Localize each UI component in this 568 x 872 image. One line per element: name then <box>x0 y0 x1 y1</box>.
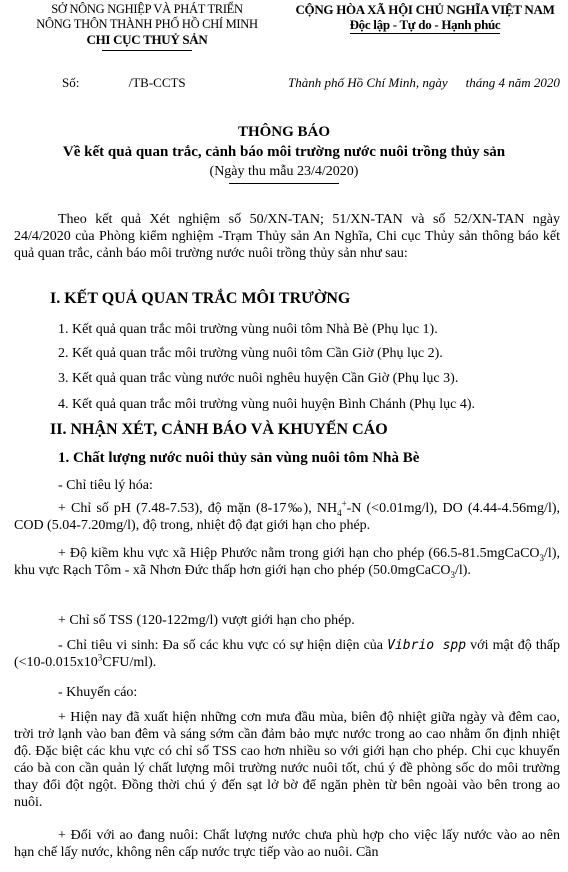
document-number-label: Số: <box>62 75 80 90</box>
chem-p2-subscript-2: 3 <box>450 569 455 580</box>
micro-text-b: với mật độ thấp (<10-0.015x10 <box>14 638 560 670</box>
chem-p1-text-b: -N (<0.01mg/l), DO (4.44-4.56mg/l), COD (5.04-7.20mg/l), độ trong, nhiệt độ đạt giới hạn cho phép. <box>14 501 560 533</box>
chem-p2-subscript-1: 3 <box>539 552 545 563</box>
section-1-item-3: 3. Kết quả quan trắc vùng nước nuôi nghêu huyện Cần Giờ (Phụ lục 3). <box>58 371 459 386</box>
issuing-agency-block <box>12 2 282 51</box>
chem-p2-text-c: /l). <box>454 563 471 578</box>
nation-title: CỘNG HÒA XÃ HỘI CHỦ NGHĨA VIỆT NAM <box>295 2 555 17</box>
advice-para-1: + Hiện nay đã xuất hiện những cơn mưa đầu mùa, biên độ nhiệt giữa ngày và đêm cao, trời trở lạnh vào ban đêm và sáng sớm cần đảm bảo mực nước trong ao cao nhằm ổn định nhiệt độ. Đặc biệt các khu vực có chỉ số TSS cao hơn nhiều so với giới hạn cho phép. Chi cục khuyến cáo bà con cần quản lý chất lượng môi trường nước nuôi tốt, chú ý đề phòng sốc do môi trường thay đổi đột ngột. Đồng thời chú ý đến sạt lở bờ để ngăn phèn từ bên ngoài vào bên trong ao nuôi. <box>14 710 560 810</box>
physicochemical-para-1 <box>14 500 560 534</box>
chem-p1-subscript: 4 <box>337 507 342 518</box>
micro-superscript: 3 <box>97 652 103 663</box>
micro-species: Vibrio spp <box>387 638 467 653</box>
section-1-item-4: 4. Kết quả quan trắc môi trường vùng nuôi huyện Bình Chánh (Phụ lục 4). <box>58 397 476 412</box>
sample-date-text: (Ngày thu mẫu 23/4/2020) <box>209 164 359 179</box>
section-2-heading: II. NHẬN XÉT, CẢNH BÁO VÀ KHUYẾN CÁO <box>50 421 388 438</box>
intro-paragraph: Theo kết quả Xét nghiệm số 50/XN-TAN; 51/XN-TAN và số 52/XN-TAN ngày 24/4/2020 của Phòng kiểm nghiệm -Trạm Thủy sản An Nghĩa, Chi cục Thủy sản thông báo kết quả quan trắc, cảnh báo môi trường nước nuôi trồng thủy sản như sau: <box>14 212 560 261</box>
advice-para-2: + Đối với ao đang nuôi: Chất lượng nước chưa phù hợp cho việc lấy nước vào ao nên hạn chế lấy nước, không nên cấp nước trực tiếp vào ao nuôi. Cần <box>14 828 560 860</box>
physicochemical-para-3: + Chỉ số TSS (120-122mg/l) vượt giới hạn cho phép. <box>58 613 355 628</box>
chem-p2-text-b: /l), khu vực Rạch Tôm - xã Nhơn Đức thấp hơn giới hạn cho phép (50.0mgCaCO <box>14 546 560 578</box>
physicochemical-label: - Chỉ tiêu lý hóa: <box>58 478 153 493</box>
micro-text-c: CFU/ml). <box>102 655 157 670</box>
micro-text-a: - Chỉ tiêu vi sinh: Đa số các khu vực có sự hiện diện của <box>58 638 388 653</box>
place-and-date <box>288 75 560 91</box>
chem-p1-superscript: + <box>341 498 347 509</box>
ministry-line-1: SỞ NÔNG NGHIỆP VÀ PHÁT TRIỂN <box>51 2 243 16</box>
microbiology-para <box>14 637 560 671</box>
advice-label: - Khuyến cáo: <box>58 685 138 700</box>
section-1-heading: I. KẾT QUẢ QUAN TRẮC MÔI TRƯỜNG <box>50 290 351 307</box>
agency-underline <box>102 50 192 51</box>
section-1-item-2: 2. Kết quả quan trắc môi trường vùng nuôi tôm Cần Giờ (Phụ lục 2). <box>58 346 443 361</box>
document-subtitle: Về kết quả quan trắc, cảnh báo môi trường nước nuôi trồng thủy sản <box>62 144 506 160</box>
physicochemical-para-2 <box>14 545 560 579</box>
chem-p2-text-a: + Độ kiềm khu vực xã Hiệp Phước nằm trong giới hạn cho phép (66.5-81.5mgCaCO <box>58 546 540 561</box>
national-header-block <box>284 2 566 34</box>
section-2-subheading-1: 1. Chất lượng nước nuôi thủy sản vùng nuôi tôm Nhà Bè <box>58 450 420 466</box>
national-motto: Độc lập - Tự do - Hạnh phúc <box>349 17 501 32</box>
sample-date <box>0 164 568 184</box>
section-1-item-1: 1. Kết quả quan trắc môi trường vùng nuôi tôm Nhà Bè (Phụ lục 1). <box>58 322 438 337</box>
ministry-line-2: NÔNG THÔN THÀNH PHỐ HỒ CHÍ MINH <box>36 17 258 31</box>
motto-underline <box>350 33 500 34</box>
agency-name: CHI CỤC THUỶ SẢN <box>86 32 208 47</box>
document-title: THÔNG BÁO <box>237 124 331 140</box>
place-date-start: Thành phố Hồ Chí Minh, ngày <box>288 75 448 90</box>
document-number <box>62 75 186 91</box>
place-date-end: tháng 4 năm 2020 <box>465 75 560 90</box>
chem-p1-text-a: + Chỉ số pH (7.48-7.53), độ mặn (8-17‰), NH <box>58 501 338 516</box>
title-underline <box>229 183 339 184</box>
document-number-code: /TB-CCTS <box>128 75 186 90</box>
